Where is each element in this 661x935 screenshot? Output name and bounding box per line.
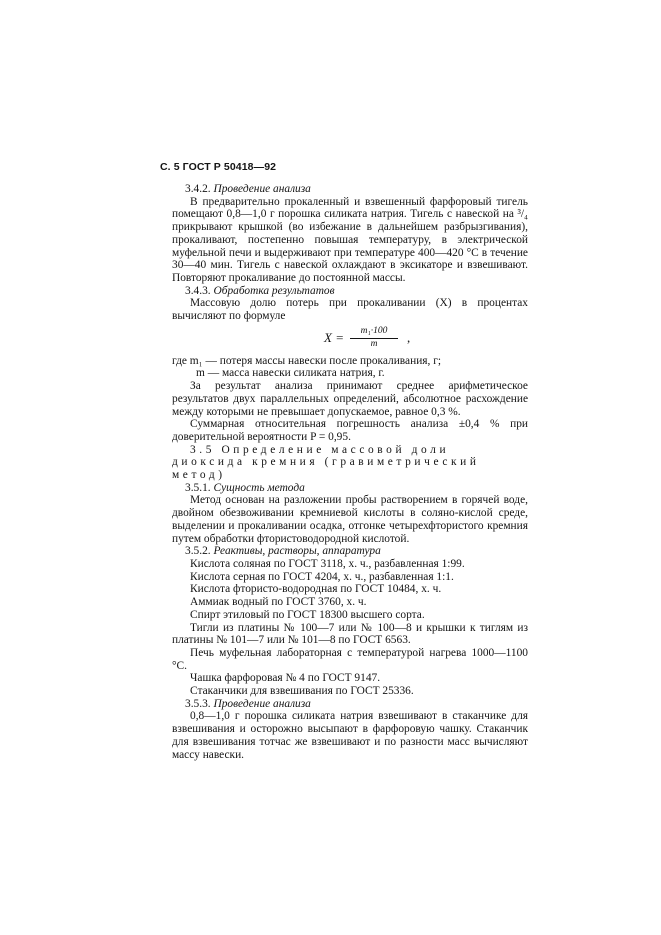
section-3-4-3-result: За результат анализа принимают среднее арифметическое результатов двух параллельных определений, абсолютное расхождение между которыми не превышает допускаемое, равное 0,3 %.	[172, 380, 528, 418]
section-3-4-3-heading	[172, 285, 528, 298]
section-number: 3.4.3.	[185, 284, 211, 297]
section-number: 3.5.3.	[185, 697, 211, 710]
section-3-5-3-body: 0,8—1,0 г порошка силиката натрия взвешивают в стаканчике для взвешивания и осторожно высыпают в фарфоровую чашку. Стаканчик для взвешивания тотчас же взвешивают и по разности масс вычисляют массу навески.	[172, 710, 528, 761]
reagent-item: Тигли из платины № 100—7 или № 100—8 и крышки к тиглям из платины № 101—7 или № 101—8 по ГОСТ 6563.	[172, 621, 528, 647]
section-title: Сущность метода	[213, 481, 305, 494]
reagent-item: Спирт этиловый по ГОСТ 18300 высшего сорта.	[190, 608, 425, 621]
section-3-4-2-heading	[172, 183, 528, 196]
reagent-item: Печь муфельная лабораторная с температурой нагрева 1000—1100 °С.	[172, 646, 528, 672]
reagent-item: Стаканчики для взвешивания по ГОСТ 25336.	[190, 685, 414, 698]
reagent-item: Кислота фтористо-водородная по ГОСТ 10484, х. ч.	[190, 583, 442, 596]
reagent-item: Аммиак водный по ГОСТ 3760, х. ч.	[190, 596, 367, 609]
formula-fraction	[350, 326, 398, 350]
section-3-5-heading: 3.5 Определение массовой доли диоксида кремния (гравиметрический метод)	[172, 443, 480, 482]
section-title: Проведение анализа	[213, 697, 311, 710]
section-title: Реактивы, растворы, аппаратура	[213, 545, 381, 558]
formula-lhs: X =	[324, 329, 344, 345]
section-number: 3.4.2.	[185, 183, 211, 195]
section-3-5-2-heading	[172, 545, 528, 558]
formula-denominator: m	[370, 338, 378, 349]
formula	[172, 326, 528, 350]
reagent-item: Чашка фарфоровая № 4 по ГОСТ 9147.	[190, 672, 381, 685]
formula-numerator: m₁·100	[350, 326, 398, 339]
formula-trail: ,	[407, 329, 411, 345]
reagent-item: Кислота серная по ГОСТ 4204, х. ч., разбавленная 1:1.	[190, 570, 454, 583]
section-3-4-2-body: В предварительно прокаленный и взвешенный фарфоровый тигель помещают 0,8—1,0 г порошка силиката натрия. Тигель с навеской на ³/₄ прикрывают крышкой (во избежание в дальнейшем разбрызгивания), прокаливают, постепенно повышая температуру, в электрической муфельной печи и выдерживают при температуре 400—420 °С в течение 30—40 мин. Тигель с навеской охлаждают в эксикаторе и взвешивают. Повторяют прокаливание до постоянной массы.	[172, 195, 528, 284]
section-3-4-3-intro: Массовую долю потерь при прокаливании (X) в процентах вычисляют по формуле	[172, 297, 528, 323]
definition-m: m — масса навески силиката натрия, г.	[196, 367, 385, 380]
section-3-5-1-heading	[172, 482, 528, 495]
page-header: С. 5 ГОСТ Р 50418—92	[160, 161, 277, 173]
section-title: Проведение анализа	[213, 183, 311, 195]
section-title: Обработка результатов	[213, 284, 335, 297]
section-3-5-1-body: Метод основан на разложении пробы растворением в горячей воде, двойном обезвоживании кремниевой кислоты в солянo-кислой среде, выделении и прокаливании осадка, отгонке четырехфтористого кремния путем обработки фтористоводородной кислотой.	[172, 494, 528, 545]
definition-m1: где m₁ — потеря массы навески после прокаливания, г;	[172, 354, 442, 367]
section-3-5-3-heading	[172, 698, 528, 711]
reagent-item: Кислота соляная по ГОСТ 3118, х. ч., разбавленная 1:99.	[190, 557, 465, 570]
section-3-4-3-error: Суммарная относительная погрешность анализа ±0,4 % при доверительной вероятности P = 0,95.	[172, 418, 528, 443]
section-number: 3.5.2.	[185, 545, 211, 558]
section-number: 3.5.1.	[185, 481, 211, 494]
document-body	[172, 183, 528, 761]
